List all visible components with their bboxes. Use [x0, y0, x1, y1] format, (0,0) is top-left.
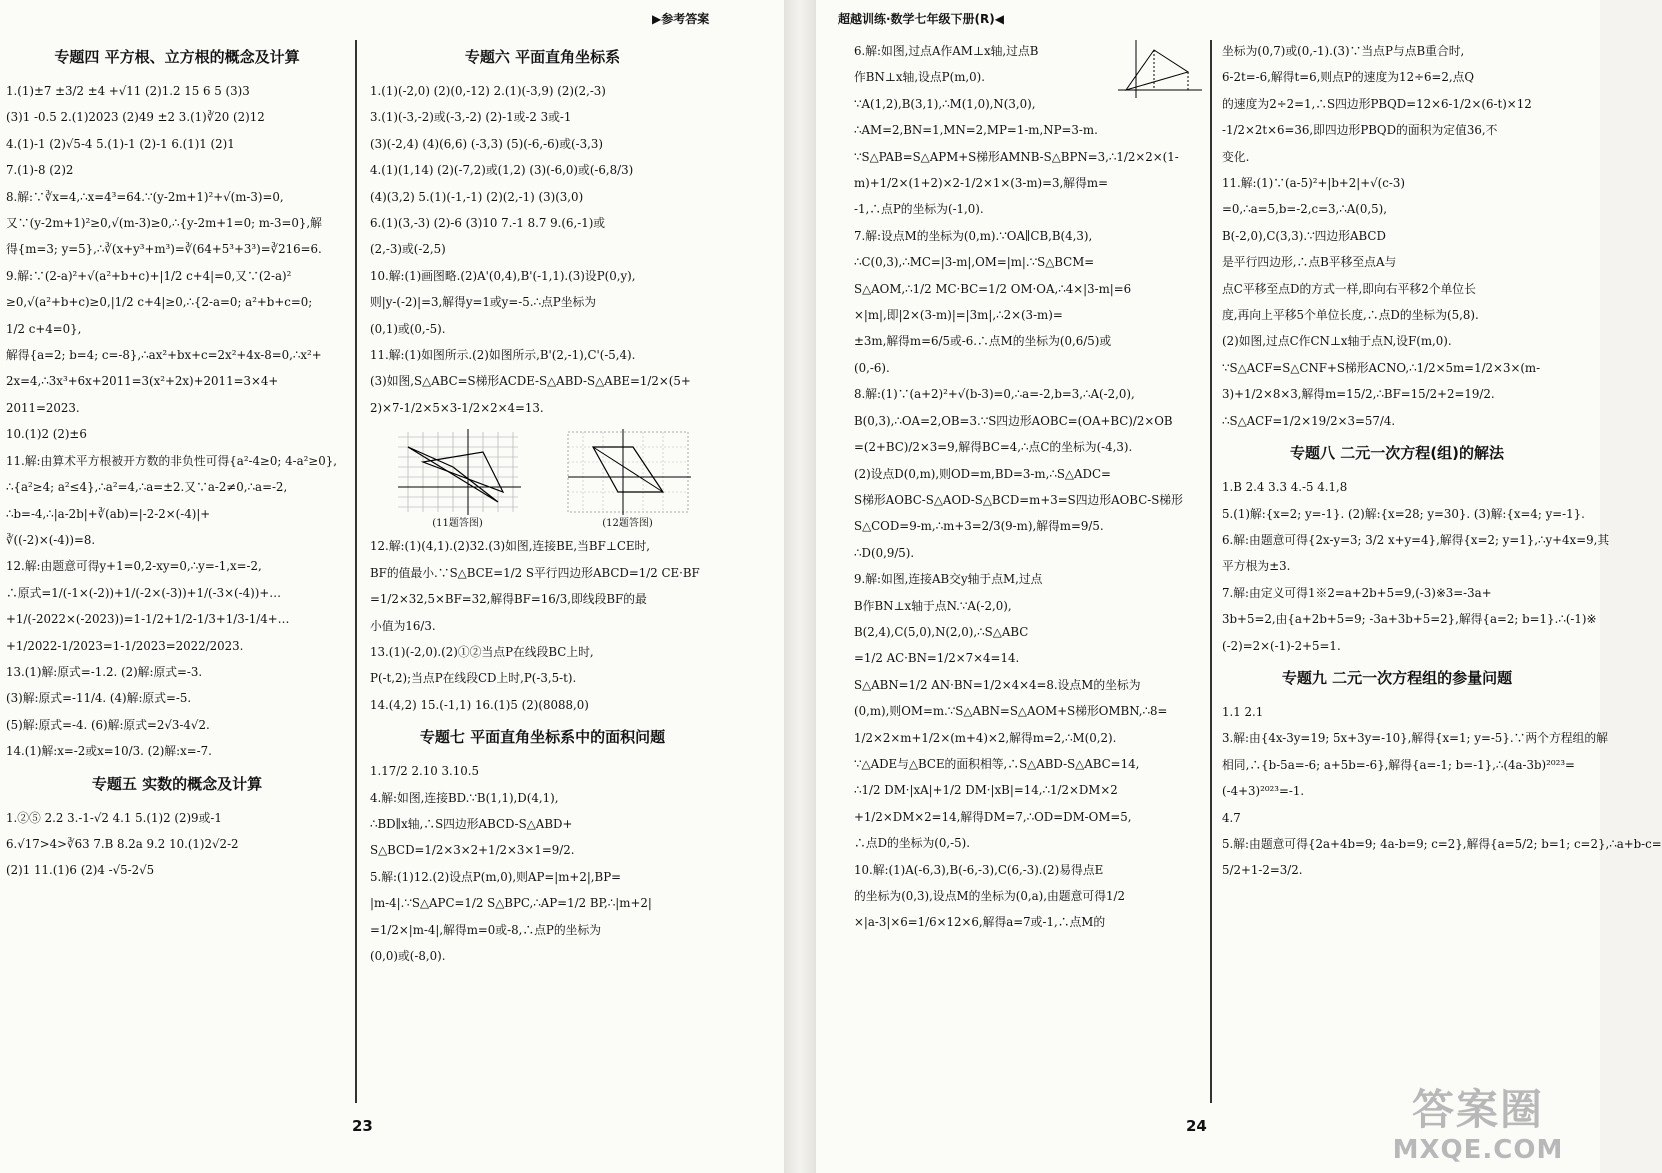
answer-line: -1/2×2t×6=36,即四边形PBQD的面积为定值36,不 [1222, 123, 1498, 138]
answer-line: 3)+1/2×8×3,解得m=15/2,∴BF=15/2+2=19/2. [1222, 387, 1495, 402]
answer-line: 7.解:由定义可得1※2=a+2b+5=9,(-3)※3=-3a+ [1222, 585, 1492, 600]
answer-line: S△AOM,∴1/2 MC·BC=1/2 OM·OA,∴4×|3-m|=6 [854, 281, 1132, 296]
page-number-right: 24 [1186, 1117, 1207, 1135]
right-col-1-lines [854, 38, 1204, 936]
answer-line: (0,-6). [854, 360, 890, 375]
answer-line: +1/2022-1/2023=1-1/2023=2022/2023. [6, 638, 244, 653]
answer-line: 5.解:(1)12.(2)设点P(m,0),则AP=|m+2|,BP= [370, 869, 622, 884]
answer-line: =1/2×|m-4|,解得m=0或-8,∴点P的坐标为 [370, 922, 602, 937]
right-col-1 [854, 38, 1204, 1103]
answer-line: ×|a-3|×6=1/6×12×6,解得a=7或-1,∴点M的 [854, 915, 1106, 930]
answer-line: S△COD=9-m,∴m+3=2/3(9-m),解得m=9/5. [854, 519, 1104, 534]
answer-line: 8.解:∵∛x=4,∴x=4³=64.∵(y-2m+1)²+√(m-3)=0, [6, 189, 284, 204]
figure-caption-12: (12题答图) [602, 518, 653, 530]
answer-line: (3)(-2,4) (4)(6,6) (-3,3) (5)(-6,-6)或(-3,3) [370, 136, 603, 151]
answer-line: 2x=4,∴3x³+6x+2011=3(x²+2x)+2011=3×4+ [6, 374, 279, 389]
answer-line: +1/(-2022×(-2023))=1-1/2+1/2-1/3+1/3-1/4+… [6, 612, 290, 627]
answer-line: 相同,∴{b-5a=-6; a+5b=-6},解得{a=-1; b=-1},∴(4a-3b)²⁰²³= [1222, 757, 1575, 772]
answer-line: (2,-3)或(-2,5) [370, 242, 446, 257]
grid-diagram-12 [563, 427, 693, 517]
answer-line: ∴1/2 DM·|xA|+1/2 DM·|xB|=14,∴1/2×DM×2 [854, 783, 1118, 798]
answer-line: 作BN⊥x轴,设点P(m,0). [854, 70, 986, 85]
answer-line: ∵S△ACF=S△CNF+S梯形ACNO,∴1/2×5m=1/2×3×(m- [1222, 360, 1541, 375]
answer-line: 1.(1)(-2,0) (2)(0,-12) 2.(1)(-3,9) (2)(2,-3) [370, 84, 606, 98]
answer-line: 13.(1)解:原式=-1.2. (2)解:原式=-3. [6, 664, 203, 679]
answer-line: 6.解:如图,过点A作AM⊥x轴,过点B [854, 44, 1039, 58]
answer-line: P(-t,2);当点P在线段CD上时,P(-3,5-t). [370, 671, 577, 686]
answer-line: B(2,4),C(5,0),N(2,0),∴S△ABC [854, 624, 1029, 639]
section-6-lines [370, 78, 715, 421]
answer-line: 4.解:如图,连接BD.∵B(1,1),D(4,1), [370, 790, 559, 805]
column-divider [355, 40, 357, 1103]
left-page [0, 0, 784, 1173]
answer-line: 5/2+1-2=3/2. [1222, 863, 1303, 878]
answer-line: 1.②⑤ 2.2 3.-1-√2 4.1 5.(1)2 (2)9或-1 [6, 810, 222, 825]
answer-line: |m-4|.∵S△APC=1/2 S△BPC,∴AP=1/2 BP,∴|m+2| [370, 896, 652, 911]
answer-line: 小值为16/3. [370, 618, 436, 633]
answer-line: ∴{a²≥4; a²≤4},∴a²=4,∴a=±2.又∵a-2≠0,∴a=-2, [6, 480, 288, 495]
section-5-lines [6, 805, 348, 884]
answer-line: 6.(1)(3,-3) (2)-6 (3)10 7.-1 8.7 9.(6,-1)或 [370, 216, 606, 231]
answer-line: (0,0)或(-8,0). [370, 948, 446, 963]
right-col-2-lines [1222, 38, 1572, 434]
right-col-2 [1222, 38, 1662, 1103]
answer-line: 又∵(y-2m+1)²≥0,√(m-3)≥0,∴{y-2m+1=0; m-3=0},解 [6, 216, 322, 231]
answer-line: =(2+BC)/2×3=9,解得BC=4,∴点C的坐标为(-4,3). [854, 440, 1133, 455]
section-title-5: 专题五 实数的概念及计算 [91, 774, 263, 793]
answer-line: ∵A(1,2),B(3,1),∴M(1,0),N(3,0), [854, 96, 1036, 111]
answer-line: 是平行四边形,∴点B平移至点A与 [1222, 255, 1397, 270]
answer-line: 9.解:∵(2-a)²+√(a²+b+c)+|1/2 c+4|=0,又∵(2-a)² [6, 268, 292, 283]
answer-line: ×|m|,即|2×(3-m)|=|3m|,∴2×(3-m)= [854, 308, 1063, 323]
answer-line: 4.(1)(1,14) (2)(-7,2)或(1,2) (3)(-6,0)或(-6,8/3) [370, 163, 634, 178]
answer-line: 12.解:由题意可得y+1=0,2-xy=0,∴y=-1,x=-2, [6, 559, 262, 574]
right-page [816, 0, 1662, 1173]
answer-line: B(0,3),∴OA=2,OB=3.∵S四边形AOBC=(OA+BC)/2×OB [854, 413, 1173, 428]
answer-line: 3.解:由{4x-3y=19; 5x+3y=-10},解得{x=1; y=-5}.∵两个方程组的解 [1222, 731, 1608, 746]
answer-line: ∴S△ACF=1/2×19/2×3=57/4. [1222, 413, 1396, 428]
answer-line: (3)如图,S△ABC=S梯形ACDE-S△ABD-S△ABE=1/2×(5+ [370, 374, 691, 389]
answer-line: 平方根为±3. [1222, 559, 1291, 574]
answer-line: (3)1 -0.5 2.(1)2023 (2)49 ±2 3.(1)∛20 (2)12 [6, 110, 265, 125]
answer-line: 12.解:(1)(4,1).(2)32.(3)如图,连接BE,当BF⊥CE时, [370, 539, 651, 554]
answer-line: ∴点D的坐标为(0,-5). [854, 836, 970, 851]
answer-line: 14.(1)解:x=-2或x=10/3. (2)解:x=-7. [6, 744, 212, 759]
answer-line: S梯形AOBC-S△AOD-S△BCD=m+3=S四边形AOBC-S梯形 [854, 492, 1183, 507]
answer-line: ∛((-2)×(-4))=8. [6, 532, 96, 547]
answer-line: ∴AM=2,BN=1,MN=2,MP=1-m,NP=3-m. [854, 123, 1098, 138]
answer-line: 7.解:设点M的坐标为(0,m).∵OA∥CB,B(4,3), [854, 228, 1093, 243]
answer-line: m)+1/2×(1+2)×2-1/2×1×(3-m)=3,解得m= [854, 176, 1108, 191]
answer-line: -1,∴点P的坐标为(-1,0). [854, 202, 984, 217]
answer-line: 1.(1)±7 ±3/2 ±4 +√11 (2)1.2 15 6 5 (3)3 [6, 84, 250, 98]
book-gutter [784, 0, 816, 1173]
answer-line: 则|y-(-2)|=3,解得y=1或y=-5.∴点P坐标为 [370, 295, 597, 310]
answer-line: 1/2 c+4=0}, [6, 321, 82, 336]
answer-line: 6-2t=-6,解得t=6,则点P的速度为12÷6=2,点Q [1222, 70, 1475, 85]
figure-12 [563, 427, 693, 531]
answer-line: 坐标为(0,7)或(0,-1).(3)∵当点P与点B重合时, [1222, 44, 1465, 58]
answer-line: ∴BD∥x轴,∴S四边形ABCD-S△ABD+ [370, 816, 573, 831]
answer-line: (2)设点D(0,m),则OD=m,BD=3-m,∴S△ADC= [854, 466, 1111, 481]
answer-line: 变化. [1222, 149, 1250, 164]
answer-line: 2)×7-1/2×5×3-1/2×2×4=13. [370, 400, 544, 415]
answer-line: 的速度为2÷2=1,∴S四边形PBQD=12×6-1/2×(6-t)×12 [1222, 96, 1532, 111]
section-7-lines [370, 758, 715, 969]
answer-line: ∵S△PAB=S△APM+S梯形AMNB-S△BPN=3,∴1/2×2×(1- [854, 149, 1179, 164]
figure-6-diagram [1116, 38, 1204, 100]
page-number-left: 23 [352, 1117, 373, 1135]
answer-line: (2)如图,过点C作CN⊥x轴于点N,设F(m,0). [1222, 334, 1452, 349]
answer-line: 10.解:(1)A(-6,3),B(-6,-3),C(6,-3).(2)易得点E [854, 862, 1104, 877]
left-col-2 [370, 38, 715, 1103]
figure-11 [393, 427, 523, 531]
answer-line: 3b+5=2,由{a+2b+5=9; -3a+3b+5=2},解得{a=2; b=1}.∴(-1)※ [1222, 612, 1597, 627]
answer-line: (0,m),则OM=m.∵S△ABN=S△AOM+S梯形OMBN,∴8= [854, 704, 1168, 719]
answer-line: (0,1)或(0,-5). [370, 321, 446, 336]
answer-line: =1/2 AC·BN=1/2×7×4=14. [854, 651, 1020, 666]
answer-line: (2)1 11.(1)6 (2)4 -√5-2√5 [6, 863, 155, 878]
grid-figures [370, 427, 715, 531]
answer-line: ≥0,√(a²+b+c)≥0,|1/2 c+4|≥0,∴{2-a=0; a²+b+c=0; [6, 295, 313, 310]
answer-line: ∵△ADE与△BCE的面积相等,∴S△ABD-S△ABC=14, [854, 756, 1140, 771]
answer-line: 10.(1)2 (2)±6 [6, 427, 87, 442]
column-divider-right [1210, 40, 1212, 1103]
answer-line: 1.B 2.4 3.3 4.-5 4.1,8 [1222, 480, 1348, 495]
answer-line: S△BCD=1/2×3×2+1/2×3×1=9/2. [370, 843, 575, 858]
left-col-1 [6, 38, 348, 1103]
answer-line: =1/2×32,5×BF=32,解得BF=16/3,即线段BF的最 [370, 592, 647, 607]
answer-line: 5.解:由题意可得{2a+4b=9; 4a-b=9; c=2},解得{a=5/2; b=1; c=2},∴a+b-c= [1222, 836, 1662, 851]
answer-line: S△ABN=1/2 AN·BN=1/2×4×4=8.设点M的坐标为 [854, 677, 1141, 692]
answer-line: ∴原式=1/(-1×(-2))+1/(-2×(-3))+1/(-3×(-4))+… [6, 585, 281, 600]
grid-diagram-11 [393, 427, 523, 517]
answer-line: BF的值最小.∵S△BCE=1/2 S平行四边形ABCD=1/2 CE·BF [370, 565, 700, 580]
answer-line: (4)(3,2) 5.(1)(-1,-1) (2)(2,-1) (3)(3,0) [370, 189, 584, 204]
answer-line: +1/2×DM×2=14,解得DM=7,∴OD=DM-OM=5, [854, 809, 1132, 824]
answer-line: 的坐标为(0,3),设点M的坐标为(0,a),由题意可得1/2 [854, 889, 1125, 903]
answer-line: (-4+3)²⁰²³=-1. [1222, 784, 1305, 799]
answer-line: 14.(4,2) 15.(-1,1) 16.(1)5 (2)(8088,0) [370, 697, 589, 712]
section-6-lines-b [370, 533, 715, 718]
running-header-right: 超越训练·数学七年级下册(R)◀ [838, 12, 1004, 26]
answer-line: ∴C(0,3),∴MC=|3-m|,OM=|m|.∵S△BCM= [854, 255, 1095, 270]
answer-line: 点C平移至点D的方式一样,即向右平移2个单位长 [1222, 281, 1476, 296]
answer-line: 11.解:(1)如图所示.(2)如图所示,B'(2,-1),C'(-5,4). [370, 348, 636, 363]
answer-line: 2011=2023. [6, 400, 80, 415]
answer-line: 4.(1)-1 (2)√5-4 5.(1)-1 (2)-1 6.(1)1 (2)1 [6, 136, 235, 151]
answer-line: =0,∴a=5,b=-2,c=3,∴A(0,5), [1222, 202, 1387, 217]
answer-line: 11.解:(1)∵(a-5)²+|b+2|+√(c-3) [1222, 176, 1405, 191]
watermark-logo [1368, 1085, 1588, 1165]
figure-caption-11: (11题答图) [432, 518, 483, 530]
answer-line: B(-2,0),C(3,3).∵四边形ABCD [1222, 228, 1386, 243]
watermark-top: 答案圈 [1411, 1085, 1544, 1134]
answer-line: 解得{a=2; b=4; c=-8},∴ax²+bx+c=2x²+4x-8=0,∴x²+ [6, 348, 322, 363]
answer-line: 1.1 2.1 [1222, 704, 1264, 719]
section-title-4: 专题四 平方根、立方根的概念及计算 [54, 48, 300, 66]
answer-line: 4.7 [1222, 810, 1241, 825]
section-title-8: 专题八 二元一次方程(组)的解法 [1290, 444, 1504, 463]
section-9-lines [1222, 699, 1662, 884]
section-title-9: 专题九 二元一次方程组的参量问题 [1281, 668, 1513, 687]
answer-line: (-2)=2×(-1)-2+5=1. [1222, 638, 1341, 653]
answer-line: (3)解:原式=-11/4. (4)解:原式=-5. [6, 691, 192, 706]
answer-line: 3.(1)(-3,-2)或(-3,-2) (2)-1或-2 3或-1 [370, 110, 572, 125]
answer-line: 得{m=3; y=5},∴∛(x+y³+m³)=∛(64+5³+3³)=∛216=6. [6, 242, 322, 257]
answer-line: 9.解:如图,连接AB交y轴于点M,过点 [854, 572, 1043, 587]
answer-line: 8.解:(1)∵(a+2)²+√(b-3)=0,∴a=-2,b=3,∴A(-2,0), [854, 387, 1135, 402]
answer-line: 1.17/2 2.10 3.10.5 [370, 764, 480, 779]
running-header-left: ▶参考答案 [652, 12, 710, 26]
watermark-bottom: MXQE.COM [1392, 1135, 1564, 1165]
answer-line: B作BN⊥x轴于点N.∵A(-2,0), [854, 598, 1012, 613]
answer-line: 10.解:(1)画图略.(2)A'(0,4),B'(-1,1).(3)设P(0,y), [370, 268, 636, 283]
answer-line: 5.(1)解:{x=2; y=-1}. (2)解:{x=28; y=30}. (3)解:{x=4; y=-1}. [1222, 506, 1585, 521]
answer-line: 6.√17>4>∛63 7.B 8.2a 9.2 10.(1)2√2-2 [6, 836, 239, 851]
answer-line: (5)解:原式=-4. (6)解:原式=2√3-4√2. [6, 717, 210, 732]
answer-line: ∴D(0,9/5). [854, 545, 915, 560]
section-4-lines [6, 78, 348, 765]
section-title-6: 专题六 平面直角坐标系 [464, 48, 621, 66]
answer-line: 6.解:由题意可得{2x-y=3; 3/2 x+y=4},解得{x=2; y=1},∴y+4x=9,其 [1222, 532, 1610, 547]
section-title-7: 专题七 平面直角坐标系中的面积问题 [419, 728, 666, 747]
answer-line: 13.(1)(-2,0).(2)①②当点P在线段BC上时, [370, 644, 594, 659]
answer-line: ∴b=-4,∴|a-2b|+∛(ab)=|-2-2×(-4)|+ [6, 506, 211, 521]
answer-line: 11.解:由算术平方根被开方数的非负性可得{a²-4≥0; 4-a²≥0}, [6, 453, 338, 468]
answer-line: 度,再向上平移5个单位长度,∴点D的坐标为(5,8). [1222, 308, 1479, 323]
answer-line: ±3m,解得m=6/5或-6.∴点M的坐标为(0,6/5)或 [854, 334, 1112, 349]
answer-line: 7.(1)-8 (2)2 [6, 163, 74, 178]
section-8-lines [1222, 474, 1610, 659]
answer-line: 1/2×2×m+1/2×(m+4)×2,解得m=2,∴M(0,2). [854, 730, 1117, 745]
